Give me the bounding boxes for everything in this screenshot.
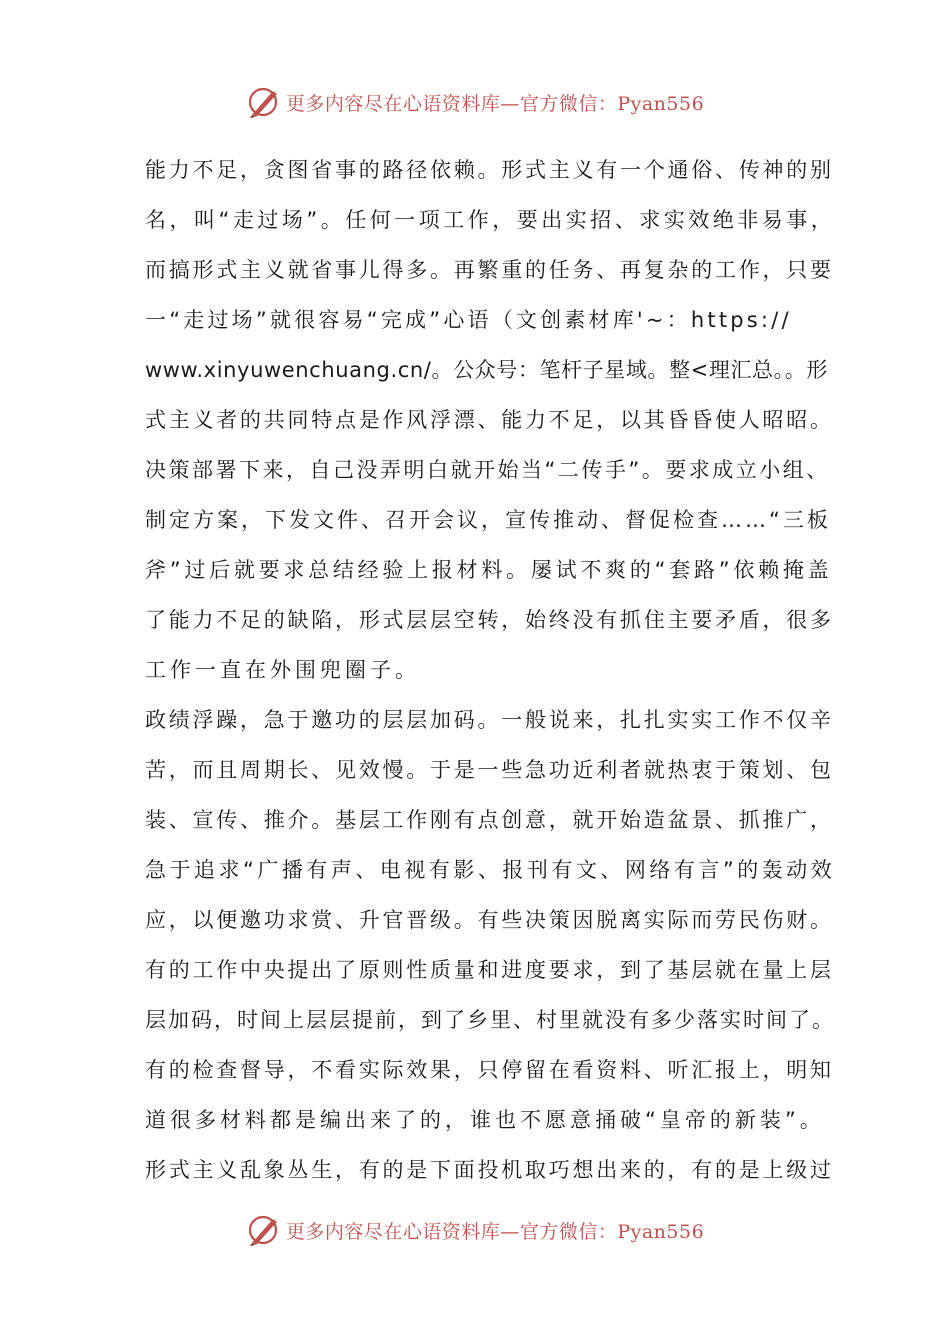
footer-banner	[0, 1210, 950, 1250]
text-line: 形式主义乱象丛生，有的是下面投机取巧想出来的，有的是上级过	[145, 1158, 834, 1182]
text-line: 苦，而且周期长、见效慢。于是一些急功近利者就热衷于策划、包	[145, 758, 834, 782]
text-line: 决策部署下来，自己没弄明白就开始当“二传手”。要求成立小组、	[145, 458, 830, 482]
text-line: 急于追求“广播有声、电视有影、报刊有文、网络有言”的轰动效	[145, 858, 836, 882]
pen-icon	[246, 85, 282, 119]
text-line: 了能力不足的缺陷，形式层层空转，始终没有抓住主要矛盾，很多	[145, 608, 834, 632]
text-line: 层加码，时间上层层提前，到了乡里、村里就没有多少落实时间了。	[145, 1008, 835, 1032]
text-line: 道很多材料都是编出来了的，谁也不愿意捅破“皇帝的新装”。	[145, 1108, 825, 1132]
text-line: 有的工作中央提出了原则性质量和进度要求，到了基层就在量上层	[145, 958, 834, 982]
footer-banner-text: 更多内容尽在心语资料库—官方微信：Pyan556	[285, 1220, 705, 1243]
text-line: 能力不足，贪图省事的路径依赖。形式主义有一个通俗、传神的别	[145, 158, 834, 182]
text-line: 一“走过场”就很容易“完成”心语（文创素材库'~：https://	[145, 308, 792, 332]
header-banner-text: 更多内容尽在心语资料库—官方微信：Pyan556	[285, 92, 705, 115]
text-line: 政绩浮躁，急于邀功的层层加码。一般说来，扎扎实实工作不仅辛	[145, 708, 834, 732]
text-line: 式主义者的共同特点是作风浮漂、能力不足，以其昏昏使人昭昭。	[145, 408, 834, 432]
text-line: 名，叫“走过场”。任何一项工作，要出实招、求实效绝非易事，	[145, 208, 836, 232]
text-line: 有的检查督导，不看实际效果，只停留在看资料、听汇报上，明知	[145, 1058, 834, 1082]
text-line: 工作一直在外围兜圈子。	[145, 658, 420, 682]
text-line: 应，以便邀功求赏、升官晋级。有些决策因脱离实际而劳民伤财。	[145, 908, 834, 932]
text-line: 制定方案，下发文件、召开会议，宣传推动、督促检查……“三板	[145, 508, 831, 532]
text-line: 而搞形式主义就省事儿得多。再繁重的任务、再复杂的工作，只要	[145, 258, 834, 282]
text-line: www.xinyuwenchuang.cn/。公众号：笔杆子星域。整<理汇总。。形	[145, 358, 828, 382]
header-banner	[0, 82, 950, 122]
document-body	[145, 148, 836, 1198]
pen-icon	[246, 1213, 282, 1247]
text-line: 斧”过后就要求总结经验上报材料。屡试不爽的“套路”依赖掩盖	[145, 558, 833, 582]
text-line: 装、宣传、推介。基层工作刚有点创意，就开始造盆景、抓推广，	[145, 808, 834, 832]
